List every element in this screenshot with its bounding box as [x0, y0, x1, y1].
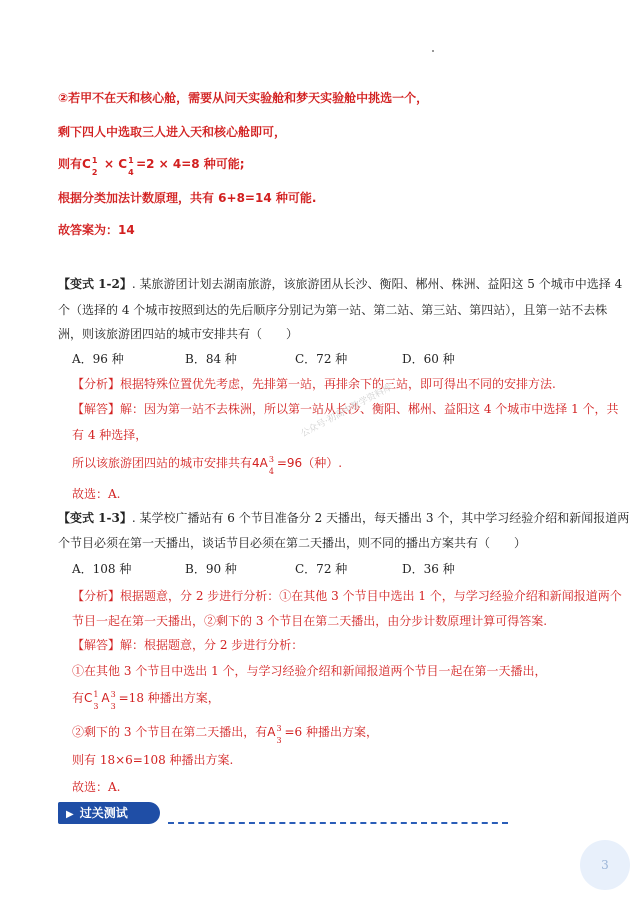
section-tag-test [58, 802, 160, 824]
page-number: 3 [580, 840, 630, 890]
solution-line-4: 根据分类加法计数原理，共有 6+8=14 种可能. [58, 191, 317, 205]
q13-arrangement-2-indices [276, 723, 284, 745]
q12-arrangement-indices [268, 454, 277, 476]
q12-tag: 【变式 1-2】 [58, 277, 132, 291]
q12-answer-text-1: 解：因为第一站不去株洲，所以第一站从长沙、衡阳、郴州、益阳这 4 个城市中选择 1 个，共 [120, 402, 619, 416]
q13-answer-line-2: ①在其他 3 个节目中选出 1 个，与学习经验介绍和新闻报道两个节目一起在第一天播出， [72, 664, 547, 678]
q13-analysis-tag: 【分析】 [72, 589, 121, 603]
q12-answer-line-2: 有 4 种选择， [72, 428, 148, 442]
q12-analysis [72, 376, 556, 392]
q13-stem-line-1 [58, 510, 629, 526]
solution-line-3-prefix: 则有 [58, 157, 83, 171]
q12-answer-line-3 [72, 454, 343, 476]
q12-analysis-tag: 【分析】 [72, 377, 121, 391]
q12-answer-3-prefix: 所以该旅游团四站的城市安排共有 [72, 456, 253, 470]
section-tag-label: 过关测试 [79, 806, 128, 820]
q12-answer-3-suffix: （种）. [302, 456, 343, 470]
q13-option-d: D．36 种 [402, 562, 455, 576]
q12-option-d: D．60 种 [402, 352, 455, 366]
q13-answer-3-suffix: =18 种播出方案， [118, 691, 220, 705]
combination-symbol-2: C [118, 157, 128, 171]
combination-symbol-1: C [82, 157, 91, 171]
q13-answer-4-suffix: =6 种播出方案， [284, 725, 378, 739]
q13-stem-1: . 某学校广播站有 6 个节目准备分 2 天播出，每天播出 3 个，其中学习经验介绍和新闻报道两 [131, 511, 630, 525]
q13-option-c: C．72 种 [295, 562, 348, 576]
q13-answer-line-3 [72, 689, 220, 711]
q12-analysis-text: 根据特殊位置优先考虑，先排第一站，再排余下的三站，即可得出不同的安排方法. [120, 377, 556, 391]
solution-line-5: 故答案为：14 [58, 223, 135, 237]
q13-answer-line-5: 则有 18×6=108 种播出方案. [72, 753, 234, 767]
q13-analysis-line-1 [72, 588, 622, 604]
solution-line-3-suffix: =2 × 4=8 种可能; [136, 157, 245, 171]
section-divider [168, 822, 508, 824]
q12-arrangement-result: =96 [276, 456, 303, 470]
solution-line-3 [58, 155, 245, 177]
q13-combination-sup: 1 [93, 689, 99, 699]
q13-analysis-line-2: 节目一起在第一天播出，②剩下的 3 个节目在第二天播出，由分步计数原理计算可得答案. [72, 614, 548, 628]
q13-tag: 【变式 1-3】 [58, 511, 132, 525]
q13-arrangement-sub: 3 [110, 701, 116, 711]
play-arrow-icon: ▶ [66, 809, 74, 820]
q12-option-c: C．72 种 [295, 352, 348, 366]
combination-2-sub: 4 [128, 167, 134, 177]
q12-answer-tag: 【解答】 [72, 402, 121, 416]
q13-answer-text-1: 解：根据题意，分 2 步进行分析： [120, 638, 304, 652]
q13-arrangement-2-sub: 3 [276, 735, 282, 745]
q12-arrangement-a: 4A [252, 456, 268, 470]
q13-arrangement-sup: 3 [110, 689, 116, 699]
q13-arrangement-2-a: A [267, 725, 276, 739]
q12-stem-1: . 某旅游团计划去湖南旅游，该旅游团从长沙、衡阳、郴州、株洲、益阳这 5 个城市中选择 4 [131, 277, 623, 291]
q13-option-b: B．90 种 [185, 562, 237, 576]
q13-answer-4-prefix: ②剩下的 3 个节目在第二天播出，有 [72, 725, 268, 739]
solution-line-2: 剩下四人中选取三人进入天和核心舱即可， [58, 125, 287, 139]
q13-answer-line-4 [72, 723, 378, 745]
solution-line-1: ②若甲不在天和核心舱，需要从问天实验舱和梦天实验舱中挑选一个， [58, 91, 429, 105]
q12-option-b: B．84 种 [185, 352, 237, 366]
decorative-dot [432, 50, 434, 52]
q13-analysis-text-1: 根据题意，分 2 步进行分析：①在其他 3 个节目中选出 1 个，与学习经验介绍和新闻报道两个 [120, 589, 622, 603]
q13-answer-3-prefix: 有 [72, 691, 85, 705]
q13-option-a: A．108 种 [72, 562, 132, 576]
q12-conclusion: 故选：A. [72, 487, 121, 501]
q13-answer-line-1 [72, 637, 303, 653]
q13-arrangement-indices [110, 689, 119, 711]
combination-1-sup: 1 [91, 155, 98, 165]
times-sign: × [99, 157, 119, 171]
combination-2-sup: 1 [128, 155, 134, 165]
q12-stem-line-2: 个（选择的 4 个城市按照到达的先后顺序分别记为第一站、第二站、第三站、第四站），且第一站不去株 [58, 303, 608, 317]
q13-arrangement-2-sup: 3 [276, 723, 282, 733]
q13-combination-c: C [84, 691, 93, 705]
combination-1-indices [91, 155, 100, 177]
q13-conclusion: 故选：A. [72, 780, 121, 794]
q13-stem-line-2: 个节目必须在第一天播出，谈话节目必须在第二天播出，则不同的播出方案共有（ ） [58, 536, 527, 550]
q13-combination-sub: 3 [93, 701, 99, 711]
q13-answer-tag: 【解答】 [72, 638, 121, 652]
combination-2-indices [128, 155, 136, 177]
q12-option-a: A．96 种 [72, 352, 124, 366]
q12-stem-line-3: 洲，则该旅游团四站的城市安排共有（ ） [58, 327, 299, 341]
q12-arrangement-sup: 3 [268, 454, 274, 464]
combination-1-sub: 2 [91, 167, 98, 177]
q12-arrangement-sub: 4 [268, 466, 274, 476]
q13-arrangement-a: A [101, 691, 110, 705]
q13-combination-indices [93, 689, 101, 711]
watermark: 公众号·初高中数学资料库 [299, 382, 395, 440]
q12-stem-line-1 [58, 276, 622, 292]
